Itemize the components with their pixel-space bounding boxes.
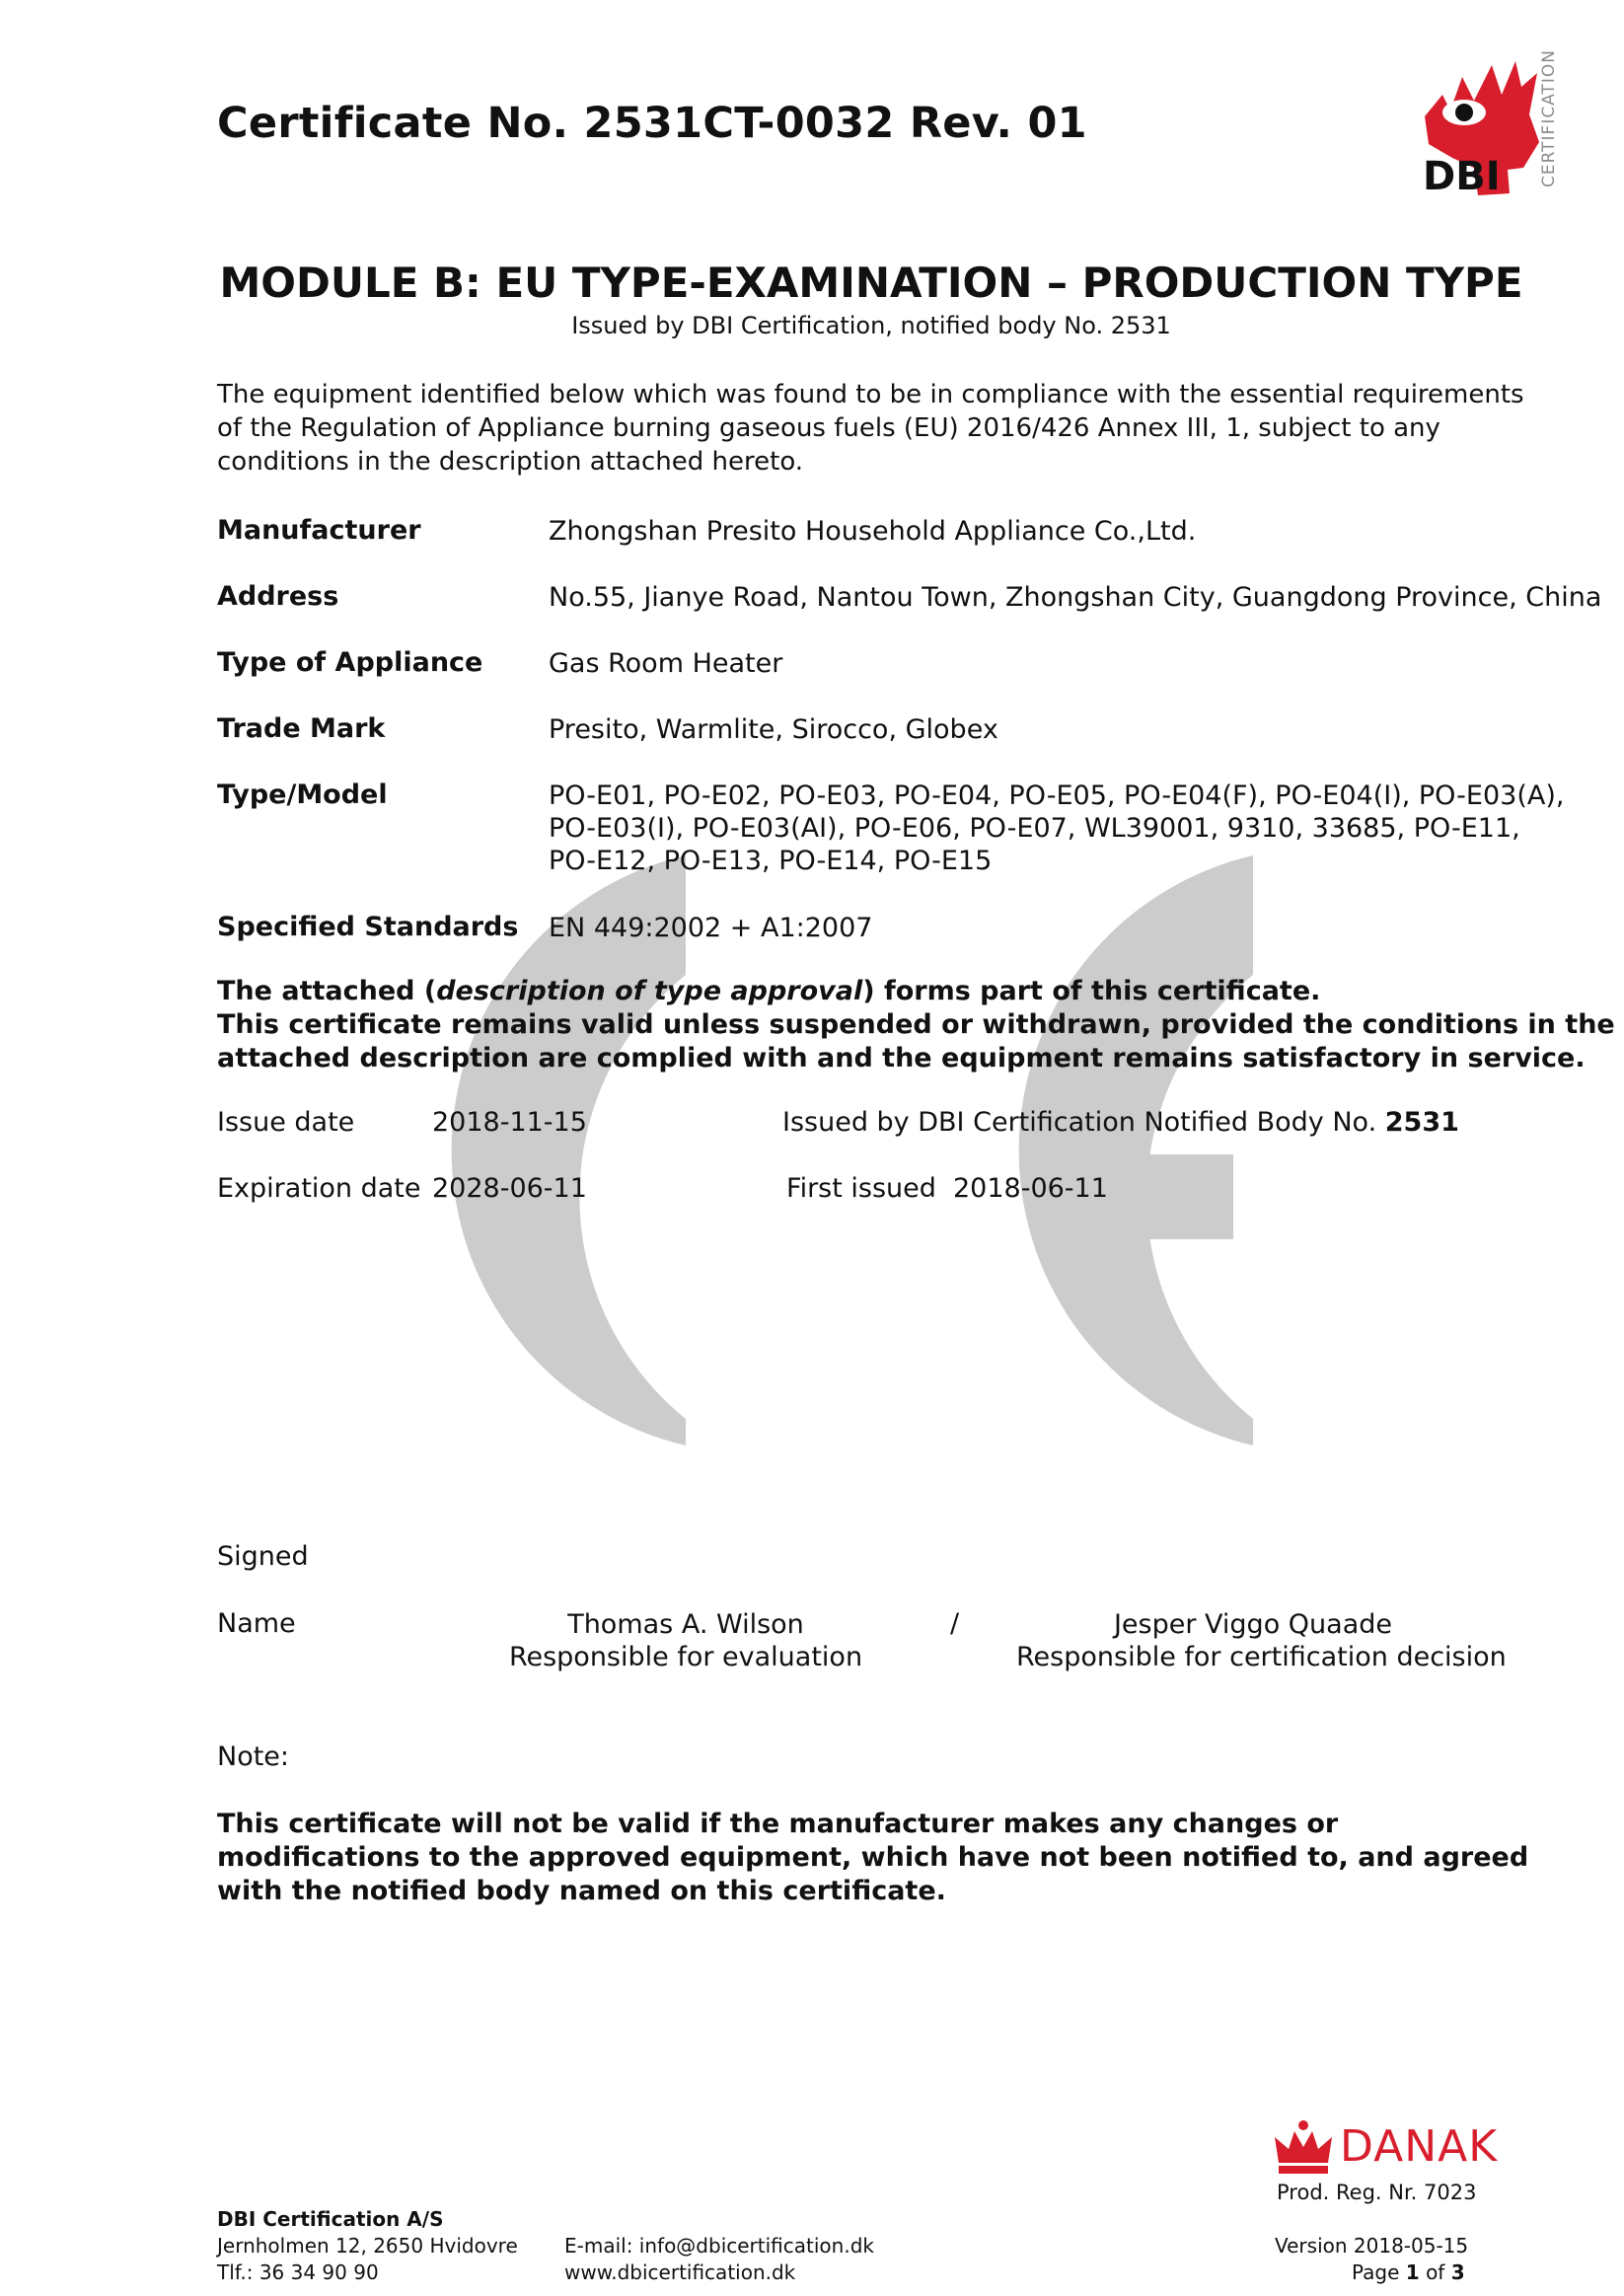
type-model-value: [549, 779, 1565, 877]
issue-date-value: 2018-11-15: [432, 1107, 587, 1138]
name-label: Name: [217, 1608, 296, 1639]
attached-line-2: This certificate remains valid unless suspended or withdrawn, provided the conditions in the: [217, 1009, 1615, 1040]
footer-web: www.dbicertification.dk: [564, 2260, 796, 2284]
attached-line-3: attached description are complied with and the equipment remains satisfactory in service.: [217, 1043, 1586, 1074]
footer-street: Jernholmen 12, 2650 Hvidovre: [217, 2234, 518, 2258]
page-total: 3: [1450, 2260, 1465, 2284]
manufacturer-value: Zhongshan Presito Household Appliance Co.,Ltd.: [549, 516, 1197, 547]
footer-email: E-mail: info@dbicertification.dk: [564, 2234, 874, 2258]
danak-logo-text: DANAK: [1340, 2121, 1499, 2172]
issued-by-prefix: Issued by DBI Certification Notified Body No.: [782, 1107, 1377, 1138]
signer-1-role: Responsible for evaluation: [508, 1642, 863, 1672]
footer-version: Version 2018-05-15: [1275, 2234, 1469, 2258]
signer-2-name: Jesper Viggo Quaade: [1113, 1609, 1393, 1640]
trade-mark-value: Presito, Warmlite, Sirocco, Globex: [549, 714, 998, 745]
attached-suffix: ) forms part of this certificate.: [862, 976, 1321, 1006]
standards-label: Specified Standards: [217, 912, 519, 942]
signer-decision: [1016, 1608, 1507, 1673]
type-model-label: Type/Model: [217, 779, 388, 810]
expiration-date-value: 2028-06-11: [432, 1173, 587, 1204]
danak-crown-icon: [1273, 2119, 1334, 2179]
expiration-date-label: Expiration date: [217, 1173, 421, 1204]
dbi-certification-vertical-text: CERTIFICATION: [1539, 48, 1559, 188]
footer-page-number: [1352, 2259, 1465, 2286]
signer-separator: /: [950, 1608, 960, 1639]
signer-2-role: Responsible for certification decision: [1016, 1642, 1507, 1672]
page-prefix: Page: [1352, 2260, 1400, 2284]
address-label: Address: [217, 581, 339, 612]
type-model-line: PO-E12, PO-E13, PO-E14, PO-E15: [549, 846, 993, 876]
footer-company: DBI Certification A/S: [217, 2207, 444, 2231]
address-value: No.55, Jianye Road, Nantou Town, Zhongshan City, Guangdong Province, China: [549, 582, 1602, 613]
signer-evaluation: [493, 1608, 878, 1673]
trade-mark-label: Trade Mark: [217, 713, 386, 744]
type-model-line: PO-E03(I), PO-E03(AI), PO-E06, PO-E07, WL39001, 9310, 33685, PO-E11,: [549, 813, 1520, 844]
manufacturer-label: Manufacturer: [217, 515, 421, 546]
appliance-type-value: Gas Room Heater: [549, 648, 783, 679]
dbi-logo-text: DBI: [1423, 154, 1501, 199]
attached-italic: description of type approval: [436, 976, 863, 1006]
note-text: This certificate will not be valid if the manufacturer makes any changes or modifications to the approved equipment, which have not been notified to, and agreed with the notified body named on this certificate.: [217, 1809, 1529, 1906]
signed-label: Signed: [217, 1541, 309, 1572]
attached-statement: [217, 975, 1615, 1075]
issued-by-notified-body: [782, 1107, 1459, 1138]
intro-paragraph: The equipment identified below which was found to be in compliance with the essential requirements of the Regulation of Appliance burning gaseous fuels (EU) 2016/426 Annex III, 1, subject to any conditions in the description attached hereto.: [217, 380, 1524, 477]
attached-prefix: The attached (: [217, 976, 437, 1006]
first-issued-value: 2018-06-11: [953, 1173, 1108, 1204]
standards-value: EN 449:2002 + A1:2007: [549, 913, 873, 943]
appliance-type-label: Type of Appliance: [217, 647, 483, 678]
first-issued-label: First issued: [786, 1173, 936, 1204]
module-issued-by: Issued by DBI Certification, notified body No. 2531: [571, 312, 1171, 339]
page-of: of: [1426, 2260, 1445, 2284]
note-label: Note:: [217, 1741, 290, 1772]
footer-phone: Tlf.: 36 34 90 90: [217, 2260, 379, 2284]
type-model-line: PO-E01, PO-E02, PO-E03, PO-E04, PO-E05, PO-E04(F), PO-E04(I), PO-E03(A),: [549, 780, 1565, 811]
issued-by-number: 2531: [1384, 1107, 1459, 1138]
certificate-number: Certificate No. 2531CT-0032 Rev. 01: [217, 99, 1087, 148]
attached-line-1: [217, 975, 1529, 1008]
module-title: MODULE B: EU TYPE-EXAMINATION – PRODUCTION TYPE: [219, 259, 1523, 307]
issue-date-label: Issue date: [217, 1107, 355, 1138]
signer-1-name: Thomas A. Wilson: [567, 1609, 804, 1640]
danak-reg-number: Prod. Reg. Nr. 7023: [1277, 2181, 1477, 2204]
page-current: 1: [1405, 2260, 1420, 2284]
